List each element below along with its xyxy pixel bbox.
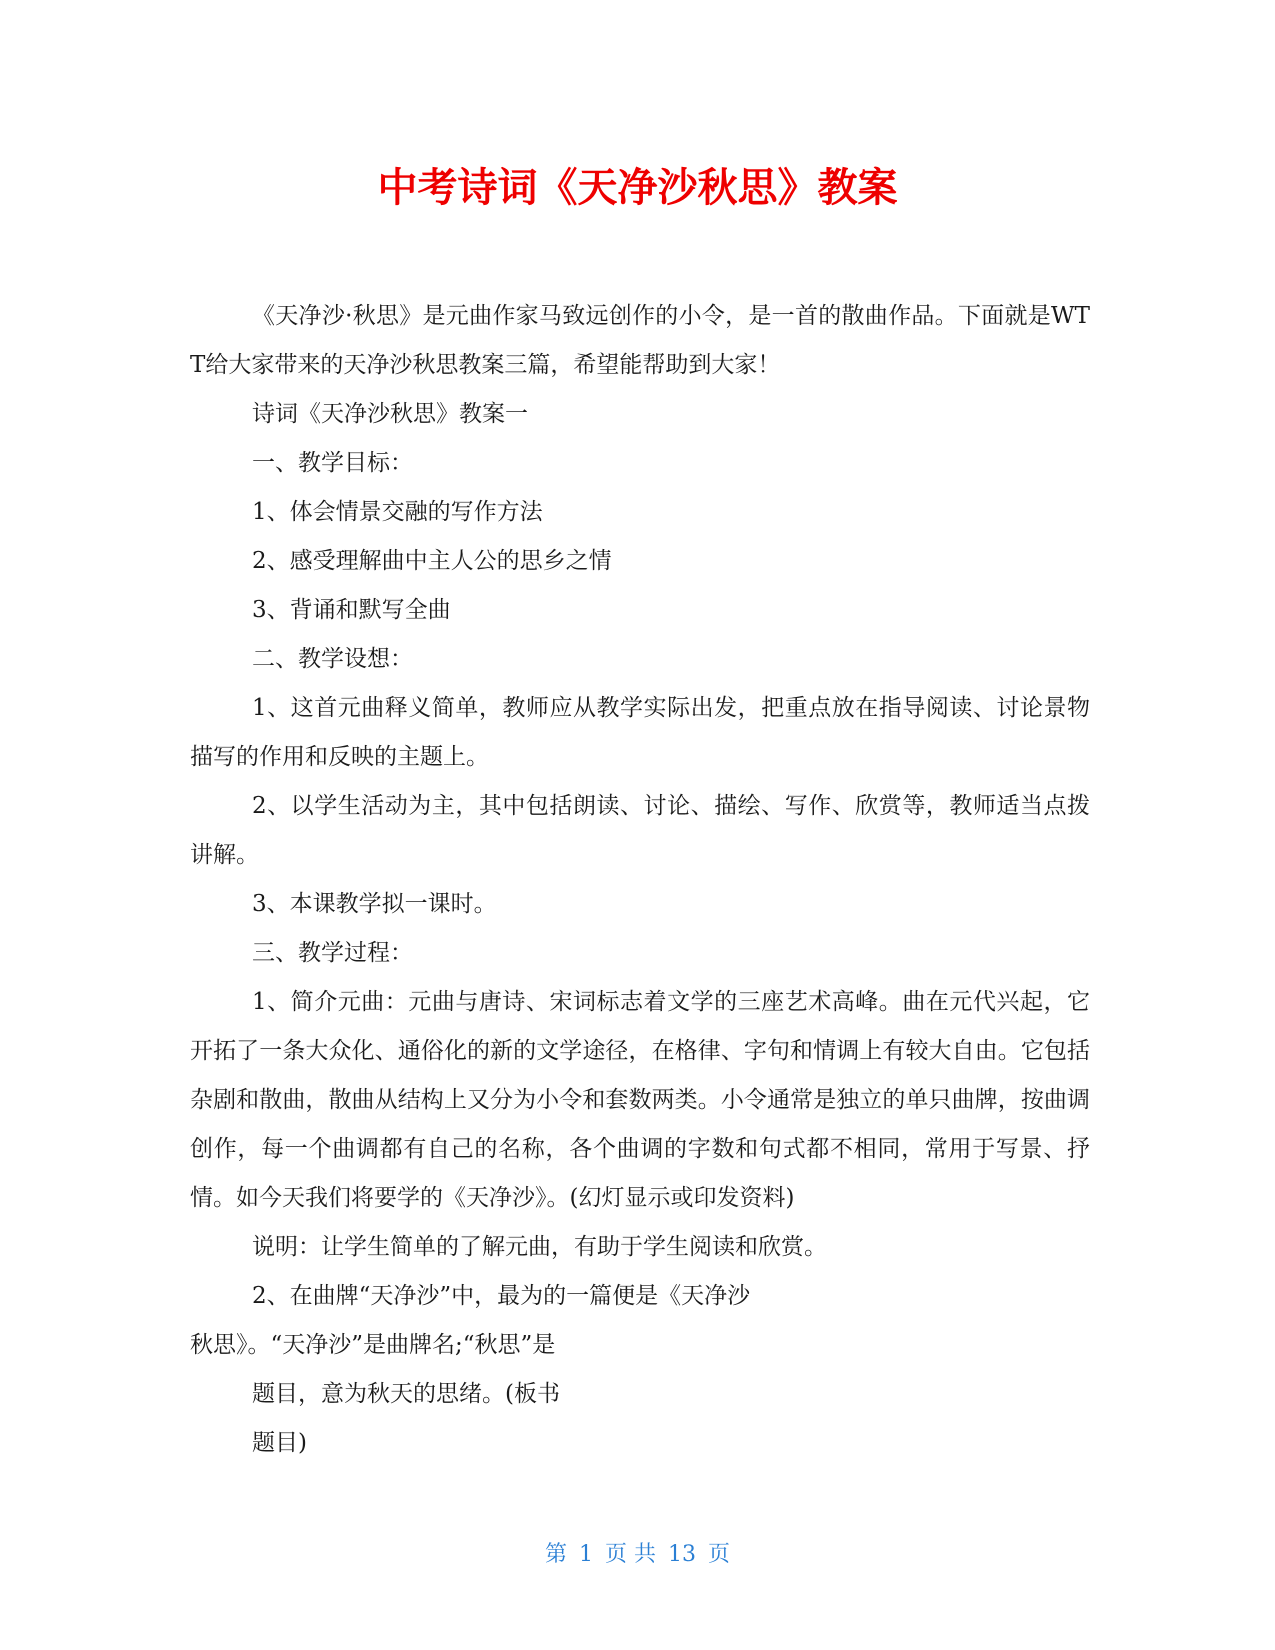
paragraph-process-2-line-1: 2、在曲牌“天净沙”中，最为的一篇便是《天净沙 <box>252 1283 751 1309</box>
footer-prefix: 第 <box>544 1542 567 1567</box>
footer-total-pages: 13 <box>668 1542 696 1567</box>
page-title: 中考诗词《天净沙秋思》教案 <box>377 165 898 211</box>
paragraph-section-heading: 诗词《天净沙秋思》教案一 <box>252 401 528 427</box>
page-footer <box>0 1540 1275 1570</box>
paragraph-objectives-heading: 一、教学目标： <box>252 450 413 476</box>
footer-suffix: 页 <box>708 1542 731 1567</box>
paragraph-objective-3: 3、背诵和默写全曲 <box>252 597 451 623</box>
paragraph-process-1: 1、简介元曲：元曲与唐诗、宋词标志着文学的三座艺术高峰。曲在元代兴起，它开拓了一条大众化、通俗化的新的文学途径，在格律、字句和情调上有较大自由。它包括杂剧和散曲，散曲从结构上又分为小令和套数两类。小令通常是独立的单只曲牌，按曲调创作，每一个曲调都有自己的名称，各个曲调的字数和句式都不相同，常用于写景、抒情。如今天我们将要学的《天净沙》。(幻灯显示或印发资料) <box>190 989 1090 1211</box>
paragraph-note: 说明：让学生简单的了解元曲，有助于学生阅读和欣赏。 <box>252 1234 827 1260</box>
paragraph-process-2-line-2: 秋思》。“天净沙”是曲牌名;“秋思”是 <box>190 1332 556 1358</box>
paragraph-objective-1: 1、体会情景交融的写作方法 <box>252 499 543 525</box>
footer-page-number: 1 <box>579 1542 593 1567</box>
paragraph-objective-2: 2、感受理解曲中主人公的思乡之情 <box>252 548 612 574</box>
paragraph-process-2-line-3: 题目，意为秋天的思绪。(板书 <box>252 1381 560 1407</box>
paragraph-plan-2: 2、以学生活动为主，其中包括朗读、讨论、描绘、写作、欣赏等，教师适当点拨讲解。 <box>190 793 1090 868</box>
paragraph-plan-heading: 二、教学设想： <box>252 646 413 672</box>
footer-middle: 页 共 <box>605 1542 656 1567</box>
paragraph-plan-1: 1、这首元曲释义简单，教师应从教学实际出发，把重点放在指导阅读、讨论景物描写的作用和反映的主题上。 <box>190 695 1090 770</box>
paragraph-plan-3: 3、本课教学拟一课时。 <box>252 891 497 917</box>
paragraph-process-2-line-4: 题目) <box>252 1430 307 1456</box>
paragraph-process-heading: 三、教学过程： <box>252 940 413 966</box>
document-body <box>190 292 1090 1468</box>
paragraph-intro: 《天净沙·秋思》是元曲作家马致远创作的小令，是一首的散曲作品。下面就是WTT给大家带来的天净沙秋思教案三篇，希望能帮助到大家！ <box>190 303 1090 378</box>
